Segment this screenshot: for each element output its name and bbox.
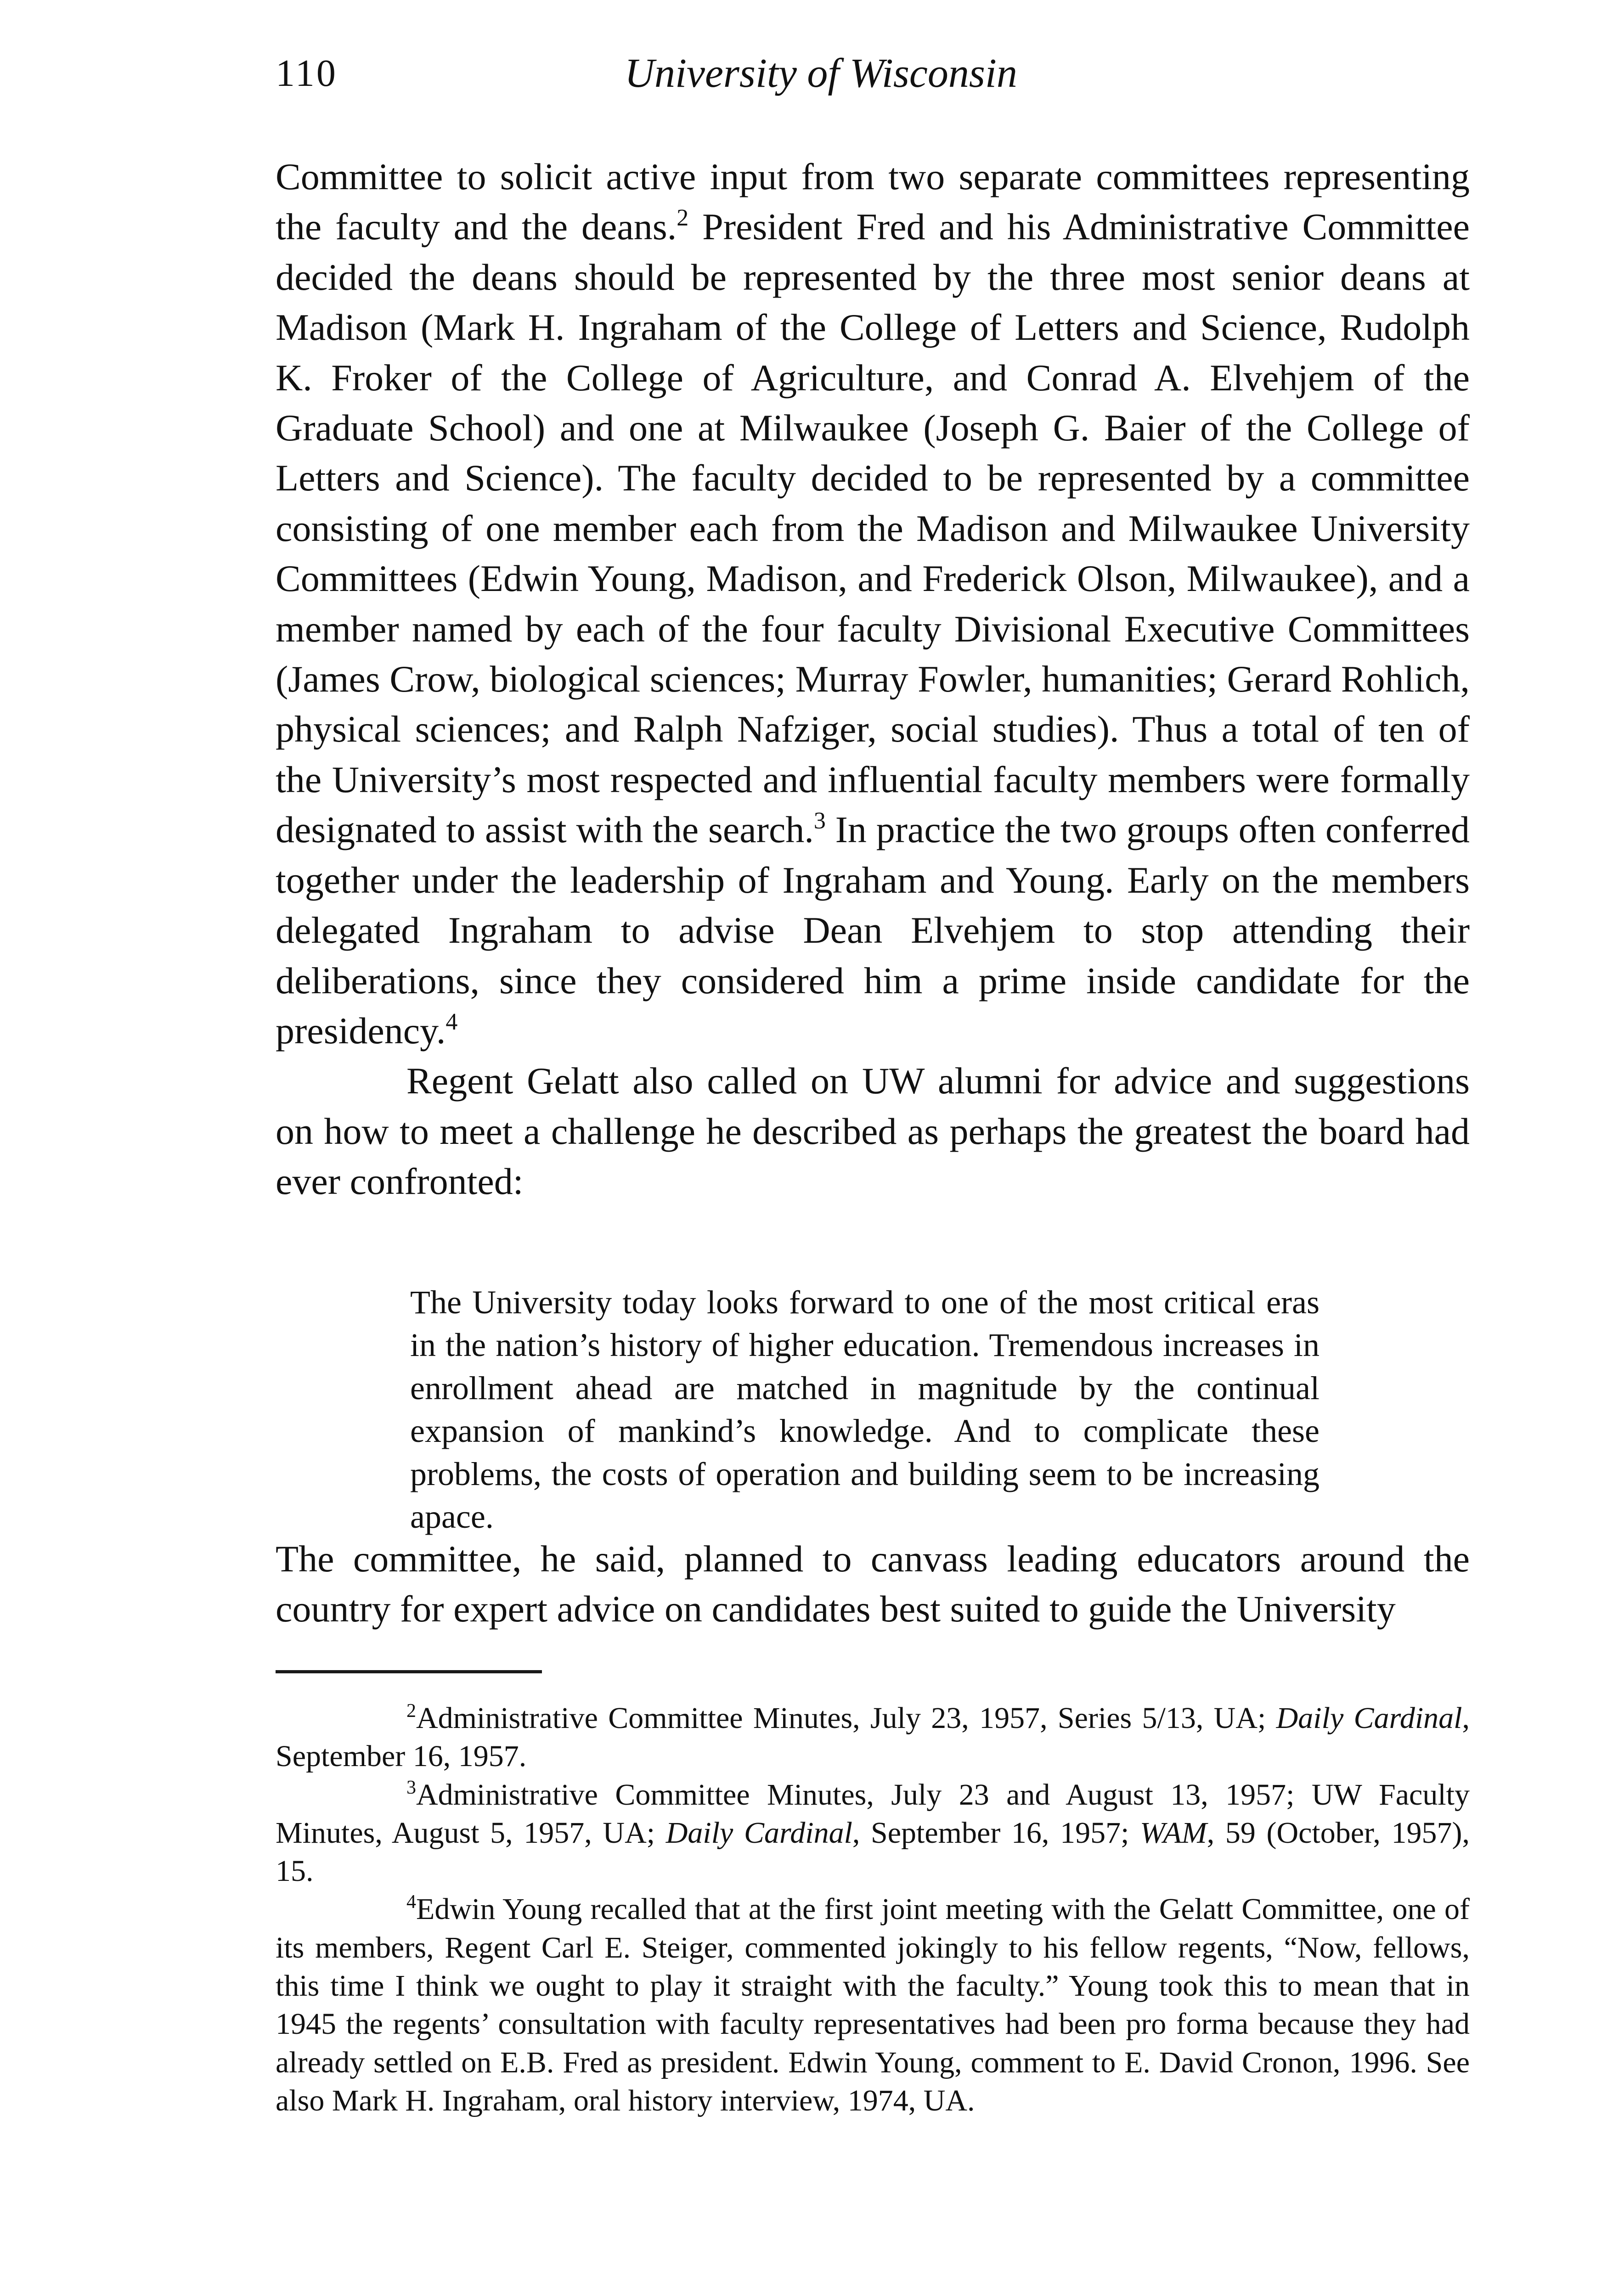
paragraph-1 xyxy=(276,152,1470,1056)
footnote-divider xyxy=(276,1670,542,1673)
footnote-text: , September 16, 1957; xyxy=(852,1816,1140,1850)
paragraph-1-text-b: President Fred and his Administrative Committee decided the deans should be represented by the three most senior deans at Madison (Mark H. Ingraham of the College of Letters and Science, Rudolph K. Froker of the College of Agriculture, and Conrad A. Elvehjem of the Graduate School) and one at Milwaukee (Joseph G. Baier of the College of Letters and Science). The faculty decided to be represented by a committee consisting of one member each from the Madison and Milwaukee University Committees (Edwin Young, Madison, and Frederick Olson, Milwaukee), and a member named by each of the four faculty Divisional Executive Committees (James Crow, biological sciences; Murray Fowler, humanities; Gerard Rohlich, physical sciences; and Ralph Nafziger, social studies). Thus a total of ten of the University’s most respected and influential faculty members were formally designated to assist with the search. xyxy=(276,206,1470,851)
footnote-ref-4: 4 xyxy=(445,1008,458,1035)
footnote-text: , 59 (October, 1957), 15. xyxy=(276,1816,1470,1888)
page-header xyxy=(276,44,1470,103)
footnotes xyxy=(276,1699,1470,2120)
page-number: 110 xyxy=(276,52,338,95)
footnote-ref-3: 3 xyxy=(813,808,826,834)
footnote-text: Administrative Committee Minutes, July 23, 1957, Series 5/13, UA; xyxy=(416,1701,1276,1735)
paragraph-2: Regent Gelatt also called on UW alumni for advice and suggestions on how to meet a challenge he described as perhaps the greatest the board had ever confronted: xyxy=(276,1060,1470,1203)
running-title: University of Wisconsin xyxy=(625,51,1017,96)
footnote-4 xyxy=(276,1890,1470,2120)
footnote-italic: WAM xyxy=(1140,1816,1207,1850)
footnote-italic: Daily Cardinal xyxy=(1276,1701,1462,1735)
paragraph-1-text-a: Committee to solicit active input from two separate committees representing the faculty and the deans. xyxy=(276,156,1470,248)
footnote-text: Edwin Young recalled that at the first joint meeting with the Gelatt Committee, one of its members, Regent Carl E. Steiger, commented jokingly to his fellow regents, “Now, fellows, this time I think we ought to play it straight with the faculty.” Young took this to mean that in 1945 the regents’ consultation with faculty representatives had been pro forma because they had already settled on E.B. Fred as president. Edwin Young, comment to E. David Cronon, 1996. See also Mark H. Ingraham, oral history interview, 1974, UA. xyxy=(276,1892,1470,2117)
footnote-marker: 4 xyxy=(406,1891,416,1913)
footnote-3 xyxy=(276,1776,1470,1891)
footnote-marker: 3 xyxy=(406,1777,416,1798)
main-text xyxy=(276,152,1470,1207)
paragraph-1-text-c: In practice the two groups often conferred together under the leadership of Ingraham and Young. Early on the members delegated Ingraham to advise Dean Elvehjem to stop attending their deliberations, since they considered him a prime inside candidate for the presidency. xyxy=(276,809,1470,1052)
block-quote: The University today looks forward to one of the most critical eras in the nation’s history of higher education. Tremendous increases in enrollment ahead are matched in magnitude by the continual expansion of mankind’s knowledge. And to complicate these problems, the costs of operation and building seem to be increasing apace. xyxy=(410,1284,1320,1536)
footnote-text: , September 16, 1957. xyxy=(276,1701,1470,1773)
footnote-text: Administrative Committee Minutes, July 23 and August 13, 1957; UW Faculty Minutes, August 5, 1957, UA; xyxy=(276,1778,1470,1850)
footnote-italic: Daily Cardinal xyxy=(665,1816,852,1850)
footnote-ref-2: 2 xyxy=(677,205,689,231)
continuation-paragraph: The committee, he said, planned to canvass leading educators around the country for expert advice on candidates best suited to guide the University xyxy=(276,1538,1470,1630)
footnote-2 xyxy=(276,1699,1470,1776)
footnote-marker: 2 xyxy=(406,1700,416,1722)
